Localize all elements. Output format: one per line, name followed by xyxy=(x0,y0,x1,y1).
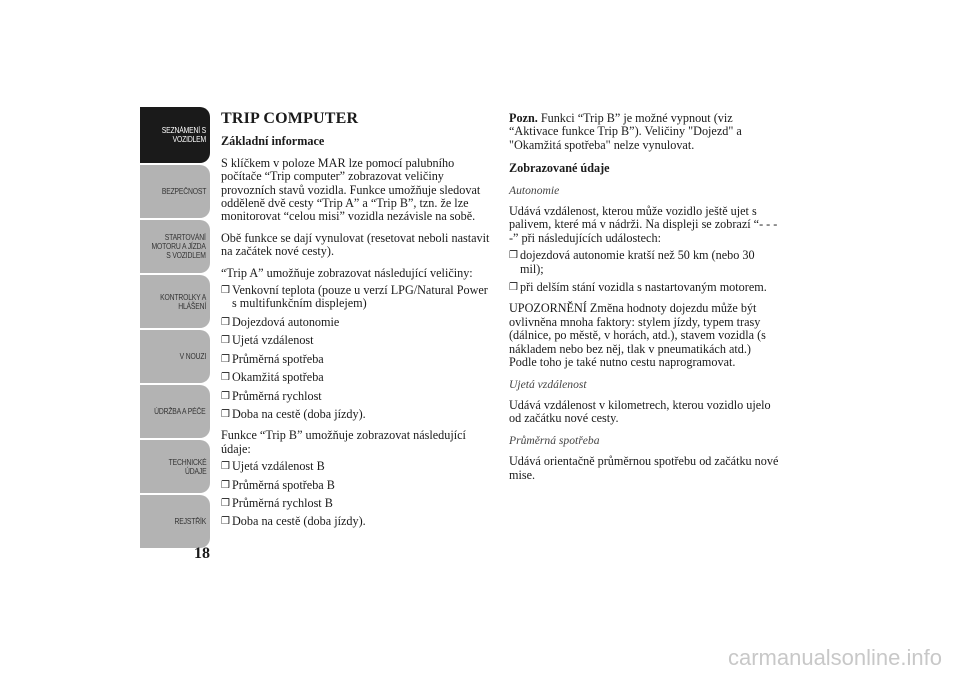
list-item: ❒ Doba na cestě (doba jízdy). xyxy=(221,515,493,528)
warning-text: Změna hodnoty dojezdu může být ovlivněna mnoha faktory: stylem jízdy, typem trasy (dálnice, po městě, v horách, atd.), stavem vozidla (s nákladem nebo bez něj, tlak v pneumatikách atd.) Podle toho je také nutno cestu naprogramovat. xyxy=(509,301,766,370)
note-text: Funkci “Trip B” je možné vypnout (viz “Aktivace funkce Trip B”). Veličiny "Dojezd" a "Okamžitá spotřeba" nelze vynulovat. xyxy=(509,111,742,152)
list-item: ❒ Průměrná spotřeba B xyxy=(221,479,493,492)
sidebar-item-seznameni[interactable]: SEZNÁMENÍ S VOZIDLEM xyxy=(140,107,210,163)
page-title: TRIP COMPUTER xyxy=(221,110,359,127)
basic-info-heading: Základní informace xyxy=(221,134,325,149)
list-item: ❒ Ujetá vzdálenost xyxy=(221,334,493,347)
intro-paragraph: S klíčkem v poloze MAR lze pomocí palubního počítače “Trip computer” zobrazovat veličiny provozních stavů vozidla. Funkce umožňuje sledovat odděleně dvě cesty “Trip A” a “Trip B”, tzn. že lze monitorovat “celou misi” vozidla nezávisle na sobě. xyxy=(221,155,481,224)
sidebar-item-udrzba[interactable]: ÚDRŽBA A PÉČE xyxy=(140,385,210,438)
trip-a-list xyxy=(221,284,493,421)
autonomy-heading: Autonomie xyxy=(509,183,560,197)
list-item: ❒ Doba na cestě (doba jízdy). xyxy=(221,408,493,421)
note-label: Pozn. xyxy=(509,111,538,125)
distance-heading: Ujetá vzdálenost xyxy=(509,377,587,391)
list-item: ❒ Dojezdová autonomie xyxy=(221,316,493,329)
sidebar-item-kontrolky[interactable]: KONTROLKY A HLÁŠENÍ xyxy=(140,275,210,328)
left-column xyxy=(221,112,493,537)
trip-b-list xyxy=(221,460,493,529)
list-item: ❒ Okamžitá spotřeba xyxy=(221,371,493,384)
warning-label: UPOZORNĚNÍ xyxy=(509,301,587,316)
list-item: ❒ Průměrná spotřeba xyxy=(221,353,493,366)
sidebar-item-rejstrik[interactable]: REJSTŘÍK xyxy=(140,495,210,548)
trip-a-intro: “Trip A” umožňuje zobrazovat následující veličiny: xyxy=(221,265,473,280)
right-column xyxy=(509,112,781,490)
avg-consumption-paragraph: Udává orientačně průměrnou spotřebu od začátku nové mise. xyxy=(509,454,779,482)
warning-paragraph xyxy=(509,302,781,369)
watermark: carmanualsonline.info xyxy=(727,645,942,670)
sidebar-item-v-nouzi[interactable]: V NOUZI xyxy=(140,330,210,383)
distance-paragraph: Udává vzdálenost v kilometrech, kterou vozidlo ujelo od začátku nové cesty. xyxy=(509,397,771,426)
avg-consumption-heading: Průměrná spotřeba xyxy=(509,433,600,447)
page-number: 18 xyxy=(194,545,210,562)
list-item: ❒ Průměrná rychlost xyxy=(221,390,493,403)
list-item: ❒ dojezdová autonomie kratší než 50 km (nebo 30 mil); xyxy=(509,249,781,276)
autonomy-paragraph: Udává vzdálenost, kterou může vozidlo ještě ujet s palivem, které má v nádrži. Na displeji se zobrazí “- - - -” při následujících událostech: xyxy=(509,204,778,245)
autonomy-list xyxy=(509,249,781,294)
sidebar-item-bezpecnost[interactable]: BEZPEČNOST xyxy=(140,165,210,218)
sidebar-item-startovani[interactable]: STARTOVÁNÍ MOTORU A JÍZDA S VOZIDLEM xyxy=(140,220,210,273)
chapter-sidebar xyxy=(140,107,210,550)
list-item: ❒ při delším stání vozidla s nastartovaným motorem. xyxy=(509,281,781,294)
list-item: ❒ Ujetá vzdálenost B xyxy=(221,460,493,473)
note-paragraph xyxy=(509,112,781,152)
list-item: ❒ Venkovní teplota (pouze u verzí LPG/Natural Power s multifunkčním displejem) xyxy=(221,284,493,311)
reset-paragraph: Obě funkce se dají vynulovat (resetovat neboli nastavit na začátek nové cesty). xyxy=(221,230,490,259)
trip-b-intro: Funkce “Trip B” umožňuje zobrazovat následující údaje: xyxy=(221,428,466,456)
displayed-data-heading: Zobrazované údaje xyxy=(509,161,610,176)
sidebar-item-technicke[interactable]: TECHNICKÉ ÚDAJE xyxy=(140,440,210,493)
list-item: ❒ Průměrná rychlost B xyxy=(221,497,493,510)
